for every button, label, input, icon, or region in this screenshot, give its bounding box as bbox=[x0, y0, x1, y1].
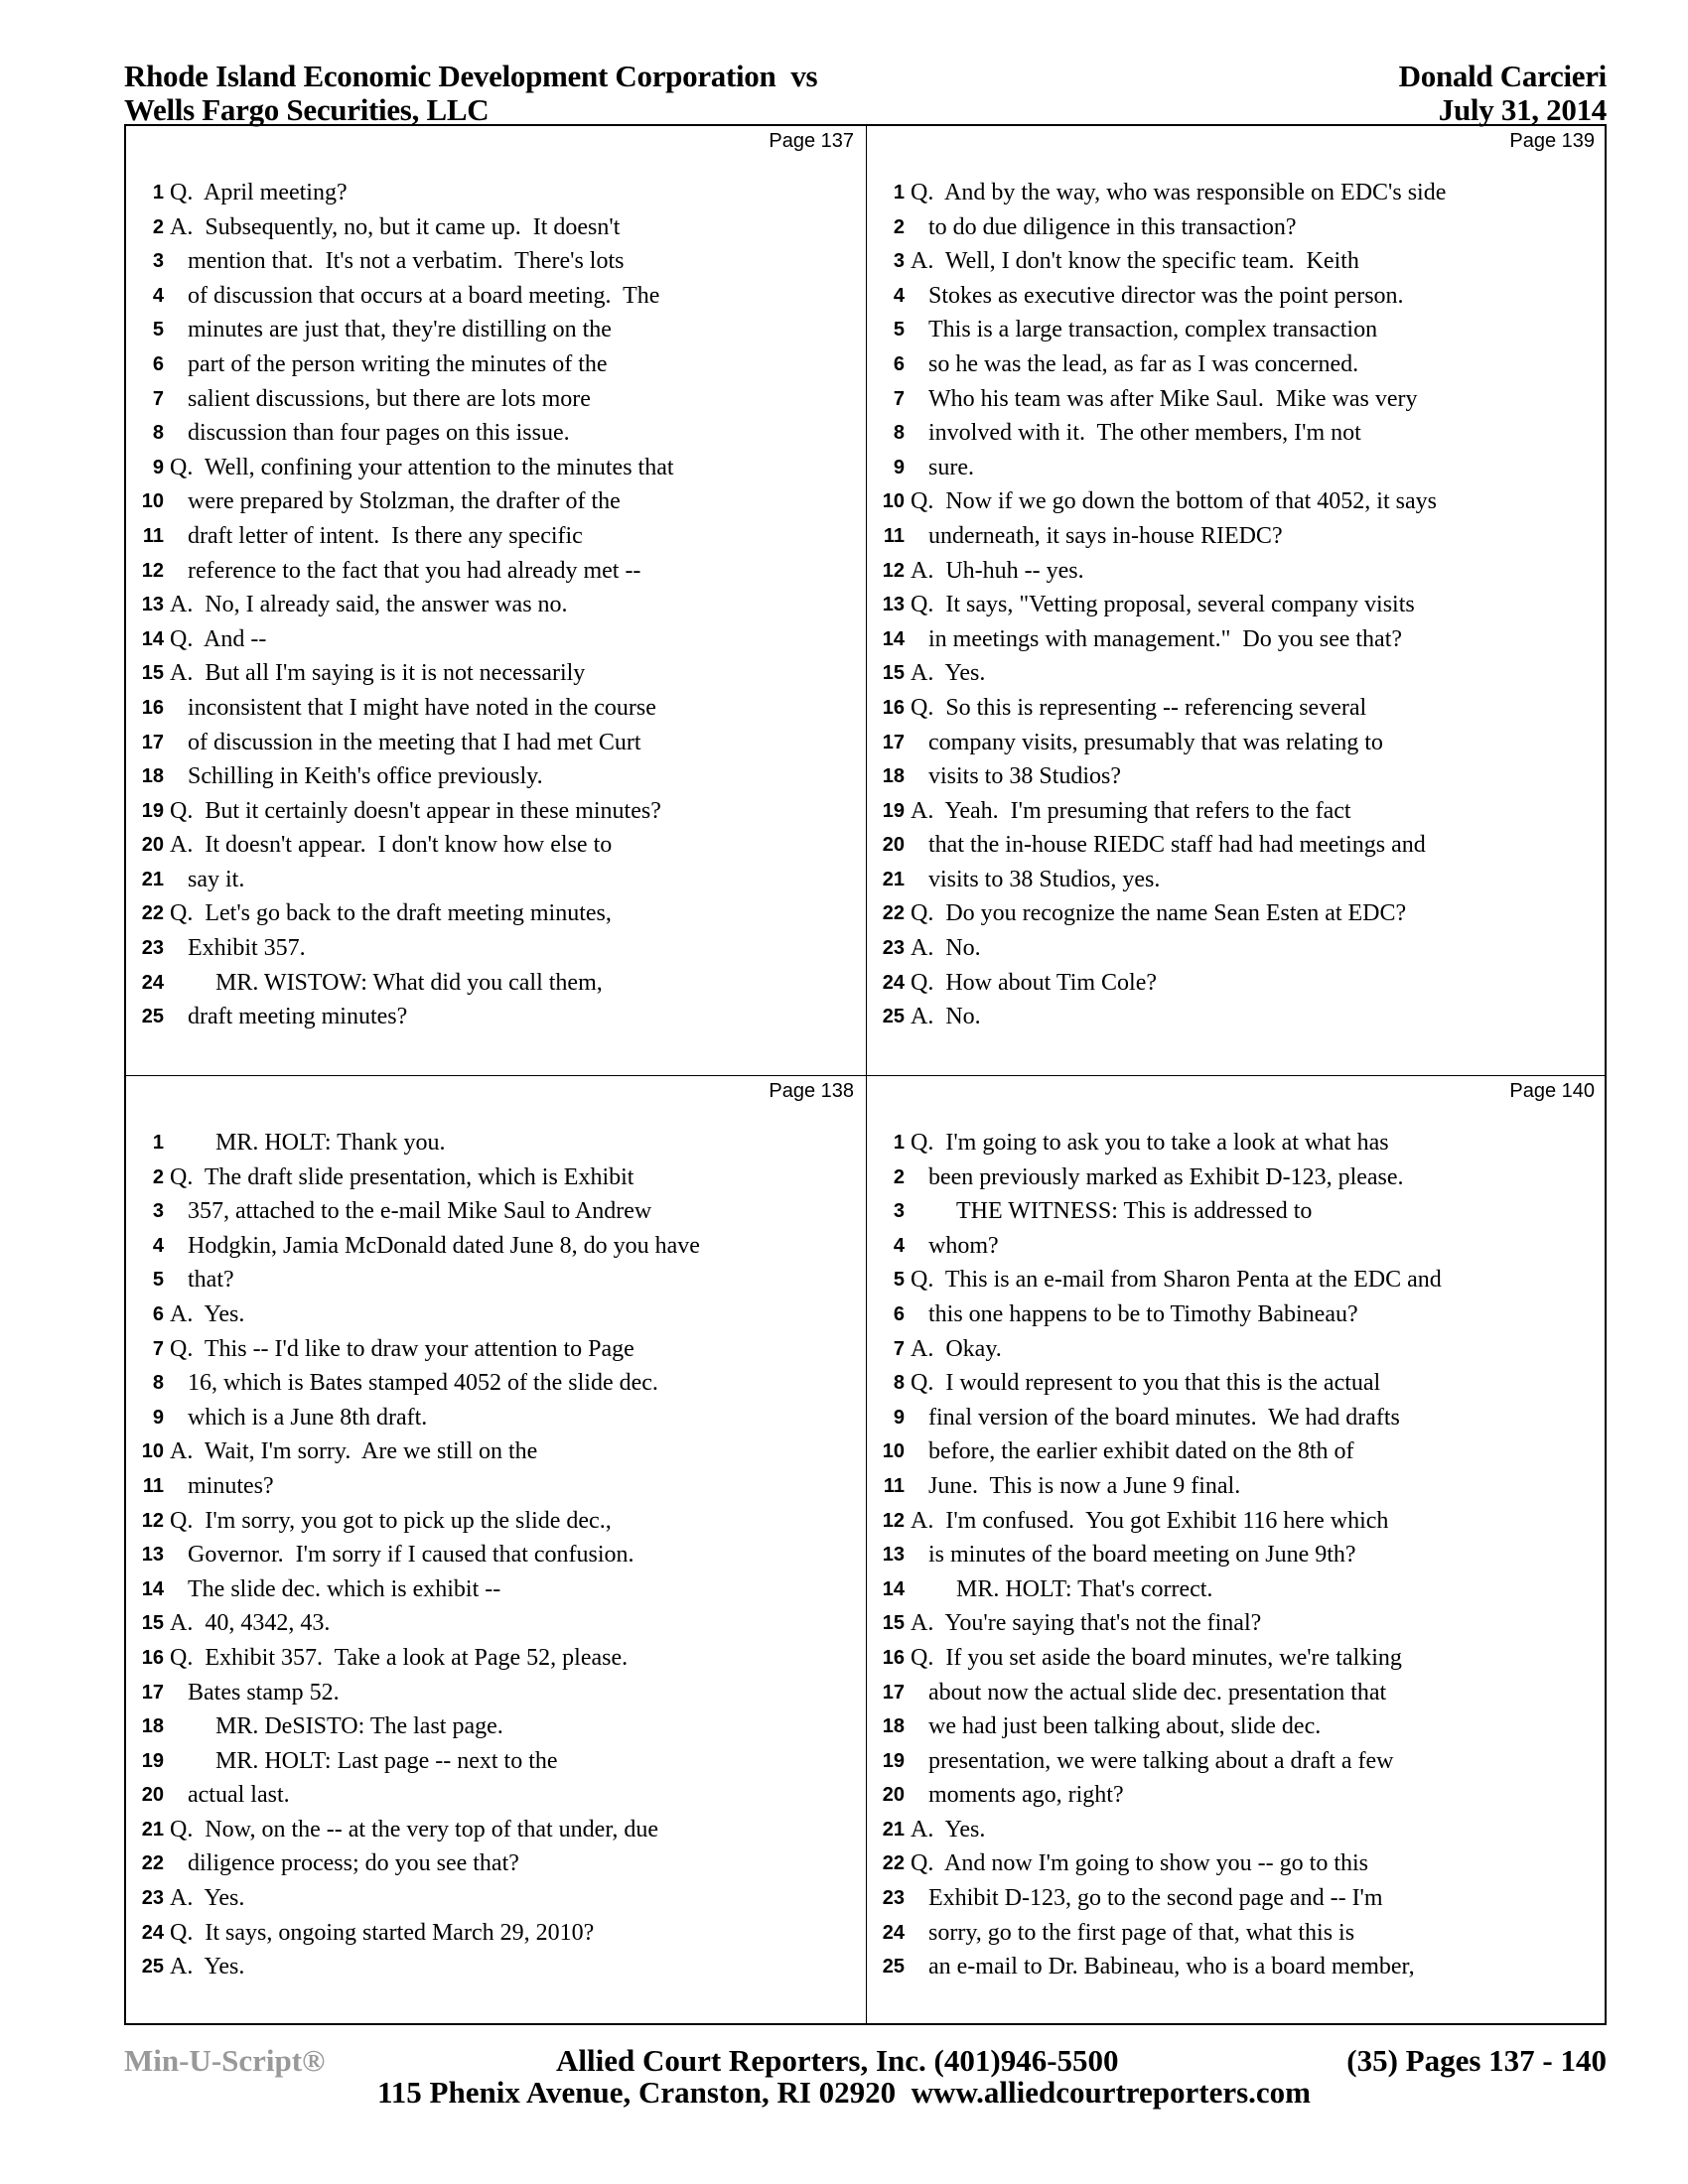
line-text: is minutes of the board meeting on June 9th? bbox=[928, 1542, 1356, 1569]
page-range: (35) Pages 137 - 140 bbox=[1346, 2043, 1607, 2078]
line-text: A. It doesn't appear. I don't know how else to bbox=[170, 832, 613, 859]
line-text: Q. And by the way, who was responsible on EDC's side bbox=[911, 180, 1447, 205]
line-number: 25 bbox=[882, 1006, 905, 1028]
line-text: diligence process; do you see that? bbox=[188, 1850, 519, 1877]
line-text: minutes? bbox=[188, 1472, 274, 1499]
line-text: Q. If you set aside the board minutes, we're talking bbox=[911, 1644, 1402, 1671]
line-text: this one happens to be to Timothy Babineau? bbox=[928, 1300, 1358, 1327]
line-text: Governor. I'm sorry if I caused that confusion. bbox=[188, 1542, 634, 1569]
line-text: Q. Well, confining your attention to the minutes that bbox=[170, 454, 674, 480]
line-text: Q. And now I'm going to show you -- go to this bbox=[911, 1850, 1368, 1877]
line-number: 7 bbox=[152, 387, 164, 410]
deposition-date: July 31, 2014 bbox=[1438, 92, 1607, 127]
line-number: 23 bbox=[141, 937, 164, 960]
line-number: 10 bbox=[141, 490, 164, 513]
line-text: A. No. bbox=[911, 935, 981, 962]
line-text: draft meeting minutes? bbox=[188, 1004, 408, 1030]
line-number: 24 bbox=[141, 971, 164, 994]
line-number: 24 bbox=[882, 971, 905, 994]
line-number: 17 bbox=[882, 731, 905, 753]
line-number: 18 bbox=[141, 765, 164, 788]
line-number: 7 bbox=[893, 1337, 905, 1360]
line-number: 20 bbox=[141, 834, 164, 857]
line-number: 15 bbox=[141, 662, 164, 685]
line-number: 17 bbox=[141, 1681, 164, 1704]
line-text: Bates stamp 52. bbox=[188, 1679, 340, 1706]
line-number: 18 bbox=[882, 765, 905, 788]
case-title-line2: Wells Fargo Securities, LLC bbox=[124, 92, 490, 127]
line-number: 21 bbox=[882, 1818, 905, 1841]
line-text: Q. Exhibit 357. Take a look at Page 52, please. bbox=[170, 1644, 629, 1671]
line-number: 14 bbox=[882, 627, 905, 650]
line-number: 22 bbox=[141, 902, 164, 925]
line-text: sure. bbox=[928, 454, 974, 480]
line-text: A. Yes. bbox=[911, 1816, 986, 1843]
line-number: 21 bbox=[141, 868, 164, 890]
line-number: 20 bbox=[141, 1784, 164, 1807]
line-text: Stokes as executive director was the point person. bbox=[928, 282, 1404, 309]
line-text: Q. I'm going to ask you to take a look at what has bbox=[911, 1130, 1389, 1156]
line-text: company visits, presumably that was relating to bbox=[928, 729, 1383, 755]
line-text: were prepared by Stolzman, the drafter of the bbox=[188, 488, 621, 515]
line-text: Q. I'm sorry, you got to pick up the slide dec., bbox=[170, 1507, 612, 1534]
line-number: 1 bbox=[893, 1132, 905, 1154]
transcript-grid bbox=[124, 124, 1607, 2025]
line-text: of discussion in the meeting that I had met Curt bbox=[188, 729, 641, 755]
line-text: involved with it. The other members, I'm not bbox=[928, 420, 1361, 447]
line-text: salient discussions, but there are lots more bbox=[188, 385, 591, 412]
page-number: Page 138 bbox=[769, 1080, 854, 1102]
line-text: which is a June 8th draft. bbox=[188, 1404, 428, 1431]
line-text: June. This is now a June 9 final. bbox=[928, 1472, 1241, 1499]
line-text: we had just been talking about, slide dec. bbox=[928, 1713, 1322, 1740]
line-text: 357, attached to the e-mail Mike Saul to Andrew bbox=[188, 1198, 652, 1225]
line-number: 12 bbox=[882, 1509, 905, 1532]
page-number: Page 140 bbox=[1509, 1080, 1595, 1102]
line-number: 19 bbox=[882, 799, 905, 822]
page-number: Page 139 bbox=[1509, 130, 1595, 152]
line-number: 25 bbox=[141, 1956, 164, 1979]
line-number: 8 bbox=[893, 1372, 905, 1395]
line-text: whom? bbox=[928, 1232, 999, 1259]
line-text: mention that. It's not a verbatim. There's lots bbox=[188, 248, 625, 275]
line-text: A. Yes. bbox=[911, 660, 986, 687]
line-number: 20 bbox=[882, 834, 905, 857]
line-text: Q. Now, on the -- at the very top of that under, due bbox=[170, 1816, 659, 1843]
line-number: 12 bbox=[141, 1509, 164, 1532]
line-text: been previously marked as Exhibit D-123, please. bbox=[928, 1163, 1404, 1190]
line-number: 10 bbox=[882, 490, 905, 513]
line-number: 3 bbox=[152, 1200, 164, 1223]
line-number: 20 bbox=[882, 1784, 905, 1807]
line-number: 13 bbox=[882, 594, 905, 616]
line-text: Exhibit 357. bbox=[188, 935, 306, 962]
line-number: 5 bbox=[893, 1269, 905, 1292]
line-number: 1 bbox=[152, 1132, 164, 1154]
line-number: 10 bbox=[882, 1440, 905, 1463]
line-text: Q. This -- I'd like to draw your attention to Page bbox=[170, 1335, 634, 1362]
line-text: A. Well, I don't know the specific team. Keith bbox=[911, 248, 1359, 275]
line-text: Q. So this is representing -- referencing several bbox=[911, 694, 1367, 721]
line-number: 22 bbox=[882, 902, 905, 925]
line-text: minutes are just that, they're distilling on the bbox=[188, 317, 612, 343]
line-number: 3 bbox=[152, 250, 164, 273]
line-number: 25 bbox=[882, 1956, 905, 1979]
line-text: inconsistent that I might have noted in the course bbox=[188, 694, 656, 721]
line-text: Q. Now if we go down the bottom of that 4052, it says bbox=[911, 488, 1437, 515]
line-text: MR. HOLT: That's correct. bbox=[956, 1575, 1213, 1602]
line-number: 25 bbox=[141, 1006, 164, 1028]
line-number: 16 bbox=[882, 1646, 905, 1669]
transcript-page bbox=[126, 126, 866, 1075]
line-number: 17 bbox=[141, 731, 164, 753]
line-number: 2 bbox=[152, 1165, 164, 1188]
line-text: Q. How about Tim Cole? bbox=[911, 969, 1158, 996]
line-text: about now the actual slide dec. presentation that bbox=[928, 1679, 1387, 1706]
line-number: 23 bbox=[882, 1887, 905, 1910]
line-text: A. Uh-huh -- yes. bbox=[911, 557, 1084, 584]
line-text: Q. This is an e-mail from Sharon Penta at the EDC and bbox=[911, 1267, 1442, 1294]
line-text: A. Yeah. I'm presuming that refers to the fact bbox=[911, 797, 1351, 824]
transcript-page bbox=[126, 1076, 866, 2025]
line-number: 14 bbox=[141, 627, 164, 650]
firm-address: 115 Phenix Avenue, Cranston, RI 02920 www.alliedcourtreporters.com bbox=[377, 2075, 1311, 2110]
line-text: A. Yes. bbox=[170, 1954, 245, 1980]
line-number: 1 bbox=[893, 182, 905, 204]
line-number: 19 bbox=[141, 1749, 164, 1772]
line-number: 10 bbox=[141, 1440, 164, 1463]
line-text: final version of the board minutes. We had drafts bbox=[928, 1404, 1400, 1431]
line-number: 8 bbox=[152, 422, 164, 445]
witness-name: Donald Carcieri bbox=[1398, 59, 1607, 93]
line-number: 4 bbox=[893, 1234, 905, 1257]
line-number: 2 bbox=[893, 215, 905, 238]
line-text: Q. It says, ongoing started March 29, 2010? bbox=[170, 1919, 595, 1946]
line-number: 17 bbox=[882, 1681, 905, 1704]
line-number: 23 bbox=[882, 937, 905, 960]
line-number: 19 bbox=[882, 1749, 905, 1772]
line-number: 3 bbox=[893, 250, 905, 273]
line-text: A. No, I already said, the answer was no. bbox=[170, 592, 568, 618]
line-number: 12 bbox=[141, 559, 164, 582]
line-text: A. 40, 4342, 43. bbox=[170, 1610, 331, 1637]
line-text: Q. The draft slide presentation, which is Exhibit bbox=[170, 1163, 634, 1190]
line-number: 11 bbox=[142, 524, 164, 547]
transcript-page bbox=[867, 126, 1607, 1075]
line-text: visits to 38 Studios, yes. bbox=[928, 866, 1161, 892]
line-number: 14 bbox=[141, 1577, 164, 1600]
line-text: A. No. bbox=[911, 1004, 981, 1030]
min-u-script-logo: Min-U-Script® bbox=[124, 2043, 326, 2078]
line-text: underneath, it says in-house RIEDC? bbox=[928, 522, 1283, 549]
line-text: A. You're saying that's not the final? bbox=[911, 1610, 1262, 1637]
line-text: that? bbox=[188, 1267, 234, 1294]
line-text: This is a large transaction, complex transaction bbox=[928, 317, 1378, 343]
line-text: A. Yes. bbox=[170, 1300, 245, 1327]
line-number: 4 bbox=[152, 1234, 164, 1257]
line-number: 13 bbox=[141, 1544, 164, 1567]
line-number: 3 bbox=[893, 1200, 905, 1223]
line-text: THE WITNESS: This is addressed to bbox=[956, 1198, 1313, 1225]
line-number: 5 bbox=[152, 319, 164, 341]
line-number: 21 bbox=[882, 868, 905, 890]
line-number: 9 bbox=[893, 456, 905, 478]
line-text: part of the person writing the minutes of the bbox=[188, 350, 608, 377]
line-number: 4 bbox=[893, 284, 905, 307]
line-text: A. Subsequently, no, but it came up. It doesn't bbox=[170, 213, 621, 240]
line-text: visits to 38 Studios? bbox=[928, 763, 1122, 790]
line-number: 11 bbox=[883, 524, 905, 547]
line-text: an e-mail to Dr. Babineau, who is a board member, bbox=[928, 1954, 1415, 1980]
line-number: 1 bbox=[152, 182, 164, 204]
page-number: Page 137 bbox=[769, 130, 854, 152]
court-reporter-firm: Allied Court Reporters, Inc. (401)946-5500 bbox=[556, 2043, 1119, 2078]
line-number: 22 bbox=[882, 1852, 905, 1875]
line-number: 15 bbox=[882, 662, 905, 685]
line-number: 6 bbox=[152, 1302, 164, 1325]
line-number: 8 bbox=[152, 1372, 164, 1395]
line-text: to do due diligence in this transaction? bbox=[928, 213, 1297, 240]
line-text: A. Wait, I'm sorry. Are we still on the bbox=[170, 1438, 538, 1465]
line-number: 13 bbox=[882, 1544, 905, 1567]
line-number: 7 bbox=[893, 387, 905, 410]
line-text: actual last. bbox=[188, 1782, 290, 1809]
line-number: 23 bbox=[141, 1887, 164, 1910]
line-text: Q. April meeting? bbox=[170, 180, 348, 205]
line-text: in meetings with management." Do you see that? bbox=[928, 625, 1403, 652]
line-text: Q. But it certainly doesn't appear in these minutes? bbox=[170, 797, 661, 824]
line-text: A. Okay. bbox=[911, 1335, 1002, 1362]
line-text: sorry, go to the first page of that, what this is bbox=[928, 1919, 1355, 1946]
line-text: draft letter of intent. Is there any specific bbox=[188, 522, 583, 549]
line-text: Schilling in Keith's office previously. bbox=[188, 763, 543, 790]
line-number: 5 bbox=[152, 1269, 164, 1292]
line-number: 6 bbox=[893, 352, 905, 375]
line-number: 18 bbox=[882, 1715, 905, 1738]
line-text: A. I'm confused. You got Exhibit 116 here which bbox=[911, 1507, 1389, 1534]
line-text: MR. HOLT: Thank you. bbox=[215, 1130, 446, 1156]
line-text: A. But all I'm saying is it is not necessarily bbox=[170, 660, 586, 687]
line-number: 12 bbox=[882, 559, 905, 582]
line-text: MR. HOLT: Last page -- next to the bbox=[215, 1747, 558, 1774]
line-text: Q. It says, "Vetting proposal, several company visits bbox=[911, 592, 1415, 618]
line-number: 9 bbox=[893, 1406, 905, 1429]
line-number: 6 bbox=[152, 352, 164, 375]
line-number: 14 bbox=[882, 1577, 905, 1600]
line-number: 2 bbox=[893, 1165, 905, 1188]
line-text: Hodgkin, Jamia McDonald dated June 8, do you have bbox=[188, 1232, 700, 1259]
line-number: 18 bbox=[141, 1715, 164, 1738]
line-number: 16 bbox=[141, 696, 164, 719]
line-text: that the in-house RIEDC staff had had meetings and bbox=[928, 832, 1426, 859]
line-number: 13 bbox=[141, 594, 164, 616]
line-number: 9 bbox=[152, 456, 164, 478]
line-number: 7 bbox=[152, 1337, 164, 1360]
line-text: Q. And -- bbox=[170, 625, 267, 652]
line-number: 22 bbox=[141, 1852, 164, 1875]
line-text: MR. DeSISTO: The last page. bbox=[215, 1713, 503, 1740]
case-caption bbox=[124, 60, 817, 127]
line-text: Q. Let's go back to the draft meeting minutes, bbox=[170, 900, 612, 927]
line-number: 19 bbox=[141, 799, 164, 822]
line-number: 21 bbox=[141, 1818, 164, 1841]
line-text: of discussion that occurs at a board meeting. The bbox=[188, 282, 660, 309]
line-text: 16, which is Bates stamped 4052 of the slide dec. bbox=[188, 1370, 658, 1397]
line-text: The slide dec. which is exhibit -- bbox=[188, 1575, 501, 1602]
line-number: 16 bbox=[882, 696, 905, 719]
line-text: say it. bbox=[188, 866, 245, 892]
line-number: 6 bbox=[893, 1302, 905, 1325]
case-title-line1: Rhode Island Economic Development Corporation vs bbox=[124, 59, 818, 93]
line-text: MR. WISTOW: What did you call them, bbox=[215, 969, 603, 996]
line-number: 24 bbox=[141, 1921, 164, 1944]
line-text: so he was the lead, as far as I was concerned. bbox=[928, 350, 1359, 377]
line-number: 8 bbox=[893, 422, 905, 445]
line-number: 4 bbox=[152, 284, 164, 307]
line-number: 11 bbox=[883, 1474, 905, 1497]
deposition-info bbox=[1399, 60, 1607, 127]
line-number: 15 bbox=[882, 1612, 905, 1635]
line-text: Exhibit D-123, go to the second page and -- I'm bbox=[928, 1885, 1383, 1912]
line-number: 11 bbox=[142, 1474, 164, 1497]
line-number: 16 bbox=[141, 1646, 164, 1669]
line-number: 9 bbox=[152, 1406, 164, 1429]
line-text: Who his team was after Mike Saul. Mike was very bbox=[928, 385, 1418, 412]
line-text: Q. I would represent to you that this is the actual bbox=[911, 1370, 1381, 1397]
line-text: Q. Do you recognize the name Sean Esten at EDC? bbox=[911, 900, 1407, 927]
line-number: 24 bbox=[882, 1921, 905, 1944]
line-text: presentation, we were talking about a draft a few bbox=[928, 1747, 1394, 1774]
line-text: before, the earlier exhibit dated on the 8th of bbox=[928, 1438, 1354, 1465]
line-text: A. Yes. bbox=[170, 1885, 245, 1912]
line-number: 2 bbox=[152, 215, 164, 238]
line-number: 5 bbox=[893, 319, 905, 341]
line-text: moments ago, right? bbox=[928, 1782, 1124, 1809]
line-number: 15 bbox=[141, 1612, 164, 1635]
line-text: discussion than four pages on this issue. bbox=[188, 420, 570, 447]
line-text: reference to the fact that you had already met -- bbox=[188, 557, 641, 584]
transcript-page bbox=[867, 1076, 1607, 2025]
